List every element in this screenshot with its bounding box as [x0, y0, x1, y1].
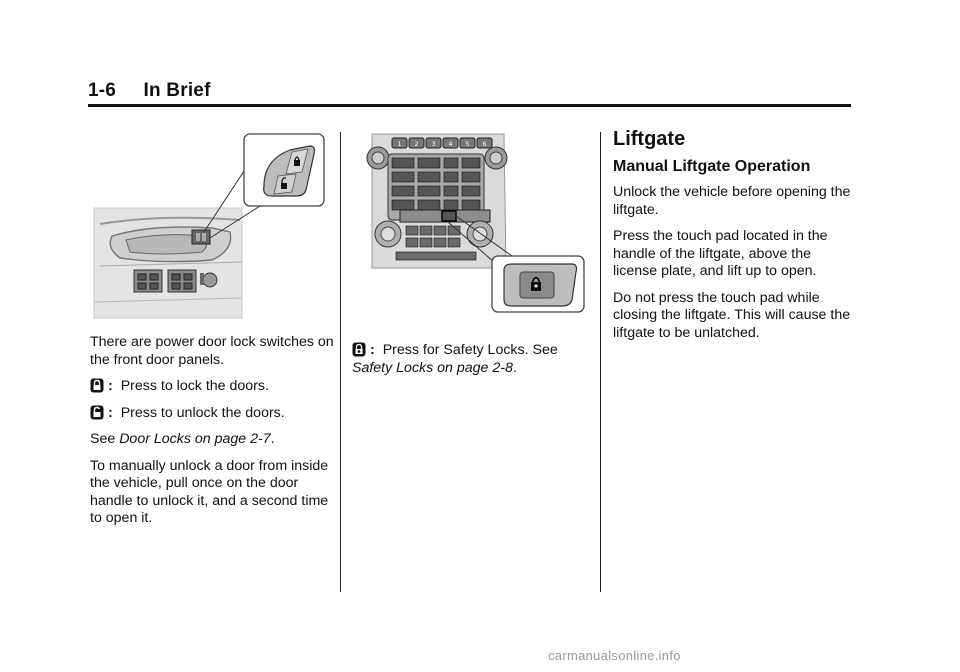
section-title: In Brief [143, 80, 211, 101]
column-safety-locks [352, 342, 596, 386]
lock-icon [90, 378, 104, 393]
see-prefix: See [90, 431, 120, 447]
safety-suffix: . [512, 359, 517, 376]
preset-key-label: 3 [431, 141, 436, 148]
column-door-locks [90, 334, 334, 537]
column-divider-1 [340, 132, 341, 592]
liftgate-heading: Liftgate [613, 128, 686, 150]
column-liftgate [613, 128, 853, 351]
unlock-text: Press to unlock the doors. [120, 404, 285, 421]
page-number: 1-6 [88, 80, 117, 101]
see-suffix: . [270, 431, 275, 447]
liftgate-paragraph-3: Do not press the touch pad while closing the liftgate. This will cause the liftgate to be unlatched. [613, 289, 851, 341]
preset-key-label: 4 [448, 141, 453, 148]
preset-key-label: 6 [482, 141, 487, 148]
lock-instruction [90, 378, 334, 396]
manual-liftgate-subheading: Manual Liftgate Operation [613, 157, 811, 175]
lock-text: Press to lock the doors. [120, 378, 269, 394]
safety-instruction [352, 342, 596, 377]
preset-key-label: 2 [414, 141, 419, 148]
safety-locks-link[interactable]: Safety Locks on page 2-8 [352, 359, 513, 376]
center-stack-illustration [350, 132, 590, 320]
column-divider-2 [600, 132, 601, 592]
page-header [88, 80, 211, 102]
safety-text: Press for Safety Locks. See [382, 342, 558, 358]
unlock-icon [90, 405, 104, 420]
door-lock-switch-illustration [92, 132, 328, 322]
door-locks-link[interactable]: Door Locks on page 2-7 [119, 431, 271, 447]
liftgate-paragraph-2: Press the touch pad located in the handle of the liftgate, above the license plate, and lift up to open. [613, 228, 828, 279]
manual-unlock-paragraph: To manually unlock a door from inside the vehicle, pull once on the door handle to unlock it, and a second time to open it. [90, 457, 329, 526]
preset-key-label: 5 [465, 141, 470, 148]
liftgate-paragraph-1: Unlock the vehicle before opening the liftgate. [613, 184, 851, 218]
unlock-colon: : [108, 404, 113, 421]
watermark: carmanualsonline.info [548, 648, 681, 663]
power-locks-paragraph: There are power door lock switches on the front door panels. [90, 334, 334, 368]
safety-colon: : [370, 342, 375, 358]
header-rule [88, 104, 851, 107]
preset-key-label: 1 [397, 141, 402, 148]
safety-lock-icon [352, 342, 366, 357]
see-door-locks [90, 431, 334, 449]
lock-colon: : [108, 378, 113, 394]
unlock-instruction [90, 405, 334, 423]
